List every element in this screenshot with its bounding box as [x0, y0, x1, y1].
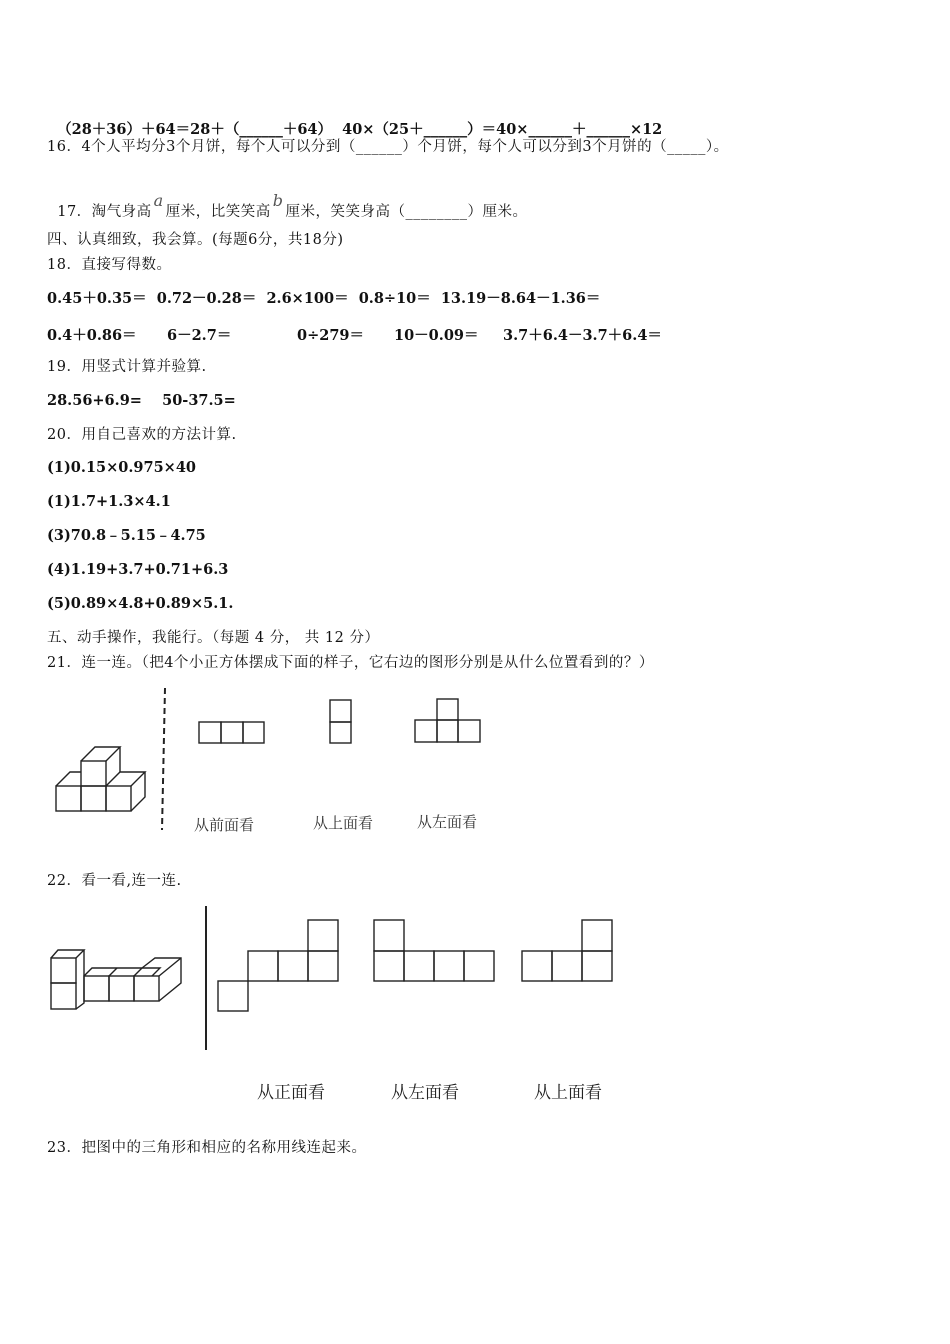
q20-item-3: (3)70.8﹣5.15﹣4.75 [47, 527, 206, 544]
q20-item-1: (1)0.15×0.975×40 [47, 459, 197, 476]
q22-caption-front: 从正面看 [257, 1083, 325, 1103]
q23-title: 23．把图中的三角形和相应的名称用线连起来。 [47, 1140, 367, 1156]
q20-item-4: (4)1.19+3.7+0.71+6.3 [47, 561, 229, 578]
q18-row2-item-5: 3.7＋6.4－3.7＋6.4＝ [503, 327, 662, 344]
q18-title: 18．直接写得数。 [47, 257, 172, 273]
q21-caption-left: 从左面看 [417, 813, 478, 831]
q19-title: 19．用竖式计算并验算. [47, 359, 207, 375]
q20-item-2: (1)1.7+1.3×4.1 [47, 493, 171, 510]
q15-part2: 40×（25＋______）＝40×______＋______×12 [342, 121, 663, 138]
variable-a: a [153, 191, 164, 210]
q18-row2-item-1: 0.4＋0.86＝ [47, 327, 137, 344]
q22-title: 22．看一看,连一连. [47, 873, 182, 889]
q19-expr: 28.56+6.9= 50-37.5= [47, 392, 236, 409]
q22-view-right-tall [522, 920, 612, 981]
q20-title: 20．用自己喜欢的方法计算. [47, 427, 237, 443]
q18-row2-item-3: 0÷279＝ [297, 327, 365, 344]
section-4-heading: 四、认真细致，我会算。(每题6分，共18分) [47, 232, 344, 248]
section-5-heading: 五、动手操作，我能行。（每题 4 分， 共 12 分） [47, 630, 380, 646]
q16-text: 16．4个人平均分3个月饼，每个人可以分到（______）个月饼，每个人可以分到3个月饼的（_____）。 [47, 139, 729, 155]
q17-mid: 厘米，比笑笑高 [165, 204, 271, 220]
q15-part1: （28＋36）＋64＝28＋（______＋64） [57, 121, 332, 138]
q18-row1: 0.45＋0.35＝ 0.72－0.28＝ 2.6×100＝ 0.8÷10＝ 13.19－8.64－1.36＝ [47, 290, 601, 307]
q22-cube-arrangement [51, 950, 181, 1009]
q22-caption-left: 从左面看 [391, 1083, 459, 1103]
q18-row2-item-2: 6－2.7＝ [167, 327, 232, 344]
q18-row2-item-4: 10－0.09＝ [394, 327, 479, 344]
q21-caption-top: 从上面看 [313, 814, 374, 832]
q20-item-5: (5)0.89×4.8+0.89×5.1. [47, 595, 234, 612]
q22-caption-top: 从上面看 [534, 1083, 602, 1103]
q17-suffix: 厘米，笑笑身高（________）厘米。 [285, 204, 528, 220]
q17-prefix: 17．淘气身高 [57, 204, 152, 220]
q21-caption-front: 从前面看 [194, 816, 255, 834]
variable-b: b [272, 191, 284, 210]
q21-title: 21．连一连。（把4个小正方体摆成下面的样子，它右边的图形分别是从什么位置看到的？） [47, 655, 654, 671]
q22-view-staircase [218, 920, 338, 1011]
q22-view-left-tall [374, 920, 494, 981]
